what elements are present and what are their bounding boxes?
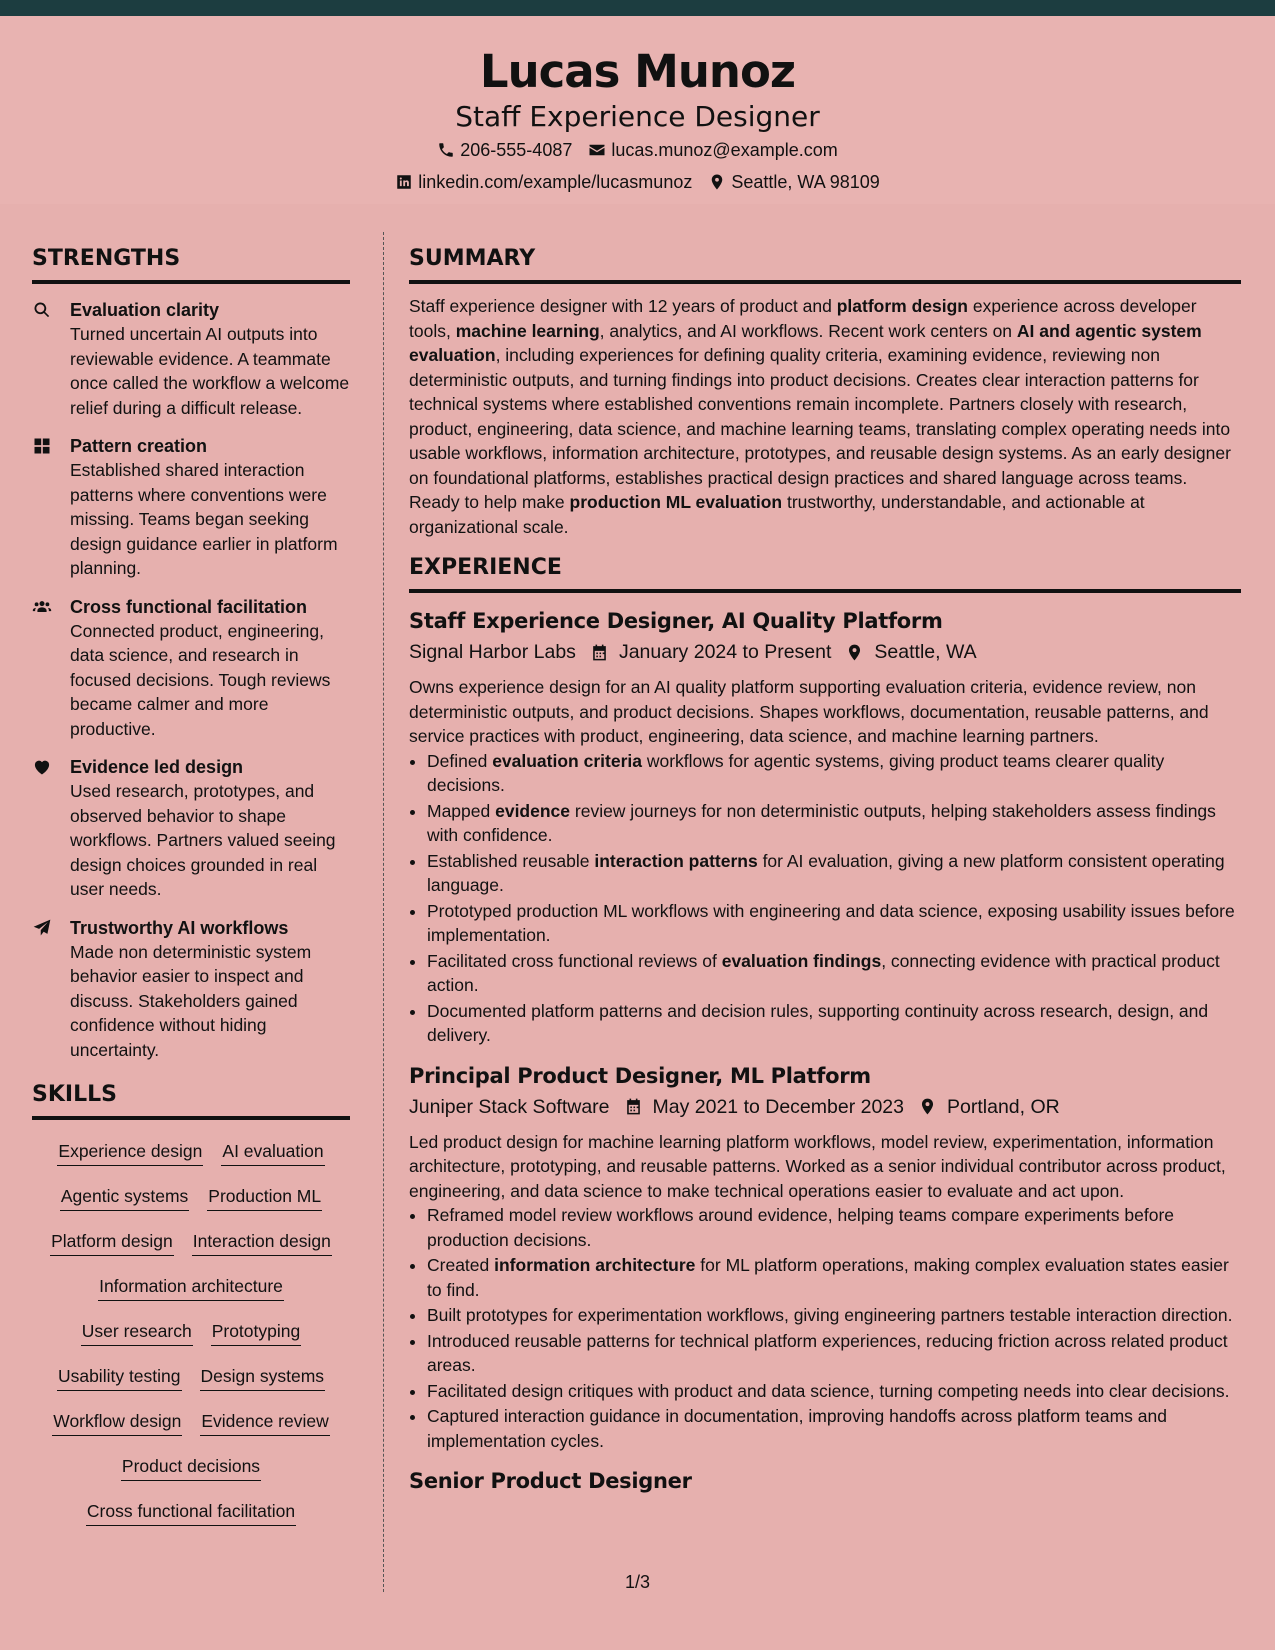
search-icon (32, 300, 52, 320)
heart-icon (32, 757, 52, 777)
strength-title: Pattern creation (70, 436, 208, 456)
text-run: Defined (427, 750, 493, 771)
strength-icon-wrap (32, 755, 70, 902)
strength-title: Evidence led design (70, 757, 244, 777)
strength-icon-wrap (32, 595, 70, 742)
strength-title: Evaluation clarity (70, 300, 220, 320)
strength-title: Cross functional facilitation (70, 596, 308, 617)
skill-row (32, 1265, 350, 1310)
bullet-item (427, 1253, 1241, 1302)
skill-tag: Production ML (207, 1184, 322, 1211)
company-name: Signal Harbor Labs (409, 641, 576, 663)
strength-description: Made non deterministic system behavior easier to inspect and discuss. Stakeholders gained confidence without hiding uncertainty. (70, 941, 312, 1060)
strength-description: Connected product, engineering, data science, and research in focused decisions. Tough reviews became calmer and more productive. (70, 620, 331, 739)
left-column (32, 244, 350, 1535)
phone-text: 206-555-4087 (460, 140, 573, 160)
strength-body (70, 298, 350, 420)
job-location: Portland, OR (947, 1095, 1060, 1118)
skill-tag: Interaction design (192, 1229, 332, 1256)
bold-phrase: machine learning (455, 320, 600, 341)
strengths-list (32, 298, 350, 1062)
text-run: Prototyped production ML workflows with engineering and data science, exposing usability issues before implementation. (427, 900, 1235, 945)
skills-list (32, 1130, 350, 1535)
strength-body (70, 755, 350, 902)
job-description: Led product design for machine learning platform workflows, model review, experimentation, information architecture, prototyping, and reusable patterns. Worked as a senior individual contributor across product, engineering, and data science to make technical operations easier to evaluate and act upon. (409, 1131, 1226, 1201)
text-run: review journeys for non deterministic outputs, helping stakeholders assess findings with confidence. (427, 800, 1216, 845)
bullet-item (427, 799, 1241, 848)
text-run: Reframed model review workflows around evidence, helping teams compare experiments before production decisions. (427, 1205, 1175, 1250)
skill-row (32, 1400, 350, 1445)
text-run: workflows for agentic systems, giving product teams clearer quality decisions. (427, 750, 1165, 795)
text-run: , analytics, and AI workflows. Recent work centers on (599, 320, 1017, 341)
bold-phrase: interaction patterns (594, 850, 758, 871)
bold-phrase: information architecture (494, 1255, 696, 1275)
bullet-item (427, 749, 1241, 798)
skill-tag: Prototyping (211, 1319, 302, 1346)
job-bullets (409, 749, 1241, 1048)
job-entry (409, 607, 1241, 1048)
strength-description: Turned uncertain AI outputs into reviewable evidence. A teammate once called the workflow a welcome relief during a difficult release. (70, 324, 350, 418)
text-run: , including experiences for defining quality criteria, examining evidence, reviewing non deterministic outputs, and turning findings into product decisions. Creates clear interaction patterns for technical systems where established conventions remain incomplete. Partners closely with research, product, engineering, data science, and machine learning teams, translating complex operating needs into usable workflows, information architecture, prototypes, and reusable design systems. As an early designer on foundational platforms, establishes practical design practices and shared language across teams. Ready to help make (409, 345, 1231, 512)
skill-tag: Workflow design (52, 1409, 182, 1436)
skill-tag: Usability testing (57, 1364, 182, 1391)
skills-heading: SKILLS (32, 1080, 350, 1120)
job-title: Principal Product Designer, ML Platform (409, 1063, 871, 1088)
column-divider (383, 232, 384, 1592)
summary-heading: SUMMARY (409, 244, 1241, 284)
text-run: Created (427, 1255, 495, 1275)
linkedin-contact[interactable] (395, 166, 692, 198)
skill-row (32, 1445, 350, 1490)
bold-phrase: evaluation criteria (492, 750, 642, 771)
users-icon (32, 597, 52, 617)
job-entry (409, 1062, 1241, 1454)
bullet-item (427, 999, 1241, 1048)
skill-tag: Information architecture (98, 1274, 284, 1301)
strength-icon-wrap (32, 434, 70, 581)
bold-phrase: production ML evaluation (569, 492, 783, 512)
text-run: Staff experience designer with 12 years of product and (409, 296, 837, 316)
text-run: Captured interaction guidance in documentation, improving handoffs across platform teams and implementation cycles. (427, 1406, 1167, 1451)
job-title: Senior Product Designer (409, 1469, 692, 1493)
phone-contact[interactable] (437, 134, 572, 166)
strength-description: Used research, prototypes, and observed behavior to shape workflows. Partners valued seeing design choices grounded in real user needs. (70, 781, 336, 899)
map-pin-icon (708, 173, 726, 191)
linkedin-text: linkedin.com/example/lucasmunoz (418, 172, 693, 192)
text-run: Established reusable (427, 850, 595, 871)
strength-body (70, 595, 350, 742)
bullet-item (427, 899, 1241, 948)
job-title: Staff Experience Designer, AI Quality Platform (409, 609, 943, 633)
strength-body (70, 916, 350, 1063)
email-text: lucas.munoz@example.com (611, 140, 838, 160)
job-description: Owns experience design for an AI quality platform supporting evaluation criteria, evidence review, non deterministic outputs, and product decisions. Shapes workflows, documentation, reusable patterns, and service practices with product, engineering, data science, and machine learning partners. (409, 677, 1209, 746)
job-meta (409, 637, 1241, 667)
text-run: for ML platform operations, making complex evaluation states easier to find. (427, 1255, 1229, 1300)
skill-tag: Cross functional facilitation (86, 1499, 296, 1526)
strength-description: Established shared interaction patterns where conventions were missing. Teams began seeking design guidance earlier in platform planning. (70, 460, 338, 578)
strength-item (32, 916, 350, 1063)
skill-tag: Platform design (50, 1229, 174, 1256)
bullet-item (427, 1203, 1241, 1252)
skill-row (32, 1130, 350, 1175)
bullet-item (427, 1404, 1241, 1453)
bullet-item (427, 1329, 1241, 1378)
job-meta (409, 1092, 1241, 1122)
location-contact (708, 166, 879, 198)
contact-row-1 (0, 134, 1275, 166)
bullet-item (427, 1379, 1241, 1404)
paper-plane-icon (32, 918, 52, 938)
summary-text (409, 294, 1241, 539)
strength-item (32, 298, 350, 420)
page-number: 1/3 (624, 1572, 651, 1592)
text-run: Introduced reusable patterns for technical platform experiences, reducing friction across related product areas. (427, 1330, 1228, 1375)
skill-tag: Product decisions (121, 1454, 261, 1481)
text-run: experience across developer tools, (409, 296, 1197, 341)
skill-row (32, 1355, 350, 1400)
right-column (409, 244, 1241, 1495)
bold-phrase: evaluation findings (721, 950, 882, 971)
map-pin-icon (918, 1097, 937, 1116)
skill-tag: Experience design (57, 1139, 203, 1166)
text-run: for AI evaluation, giving a new platform consistent operating language. (427, 850, 1225, 895)
calendar-icon (624, 1097, 643, 1116)
skill-row (32, 1310, 350, 1355)
job-dates: January 2024 to Present (618, 641, 832, 663)
text-run: Mapped (427, 800, 496, 821)
strength-item (32, 595, 350, 742)
skill-tag: Agentic systems (60, 1184, 189, 1211)
text-run: Facilitated cross functional reviews of (427, 950, 722, 971)
bold-phrase: platform design (836, 296, 968, 316)
top-accent-bar (0, 0, 1275, 16)
strength-icon-wrap (32, 298, 70, 420)
grid-icon (32, 436, 52, 456)
bold-phrase: AI and agentic system evaluation (409, 320, 1202, 365)
location-text: Seattle, WA 98109 (731, 172, 880, 192)
text-run: , connecting evidence with practical product action. (427, 950, 1220, 995)
candidate-title: Staff Experience Designer (455, 100, 820, 133)
strength-body (70, 434, 350, 581)
job-bullets (409, 1203, 1241, 1453)
text-run: Documented platform patterns and decision rules, supporting continuity across research, design, and delivery. (427, 1000, 1209, 1045)
skill-tag: Evidence review (200, 1409, 329, 1436)
bullet-item (427, 949, 1241, 998)
strength-icon-wrap (32, 916, 70, 1063)
bullet-item (427, 849, 1241, 898)
email-contact[interactable] (588, 134, 837, 166)
job-entry (409, 1467, 1241, 1495)
text-run: trustworthy, understandable, and actionable at organizational scale. (409, 492, 1145, 537)
skill-tag: AI evaluation (221, 1139, 324, 1166)
strength-title: Trustworthy AI workflows (70, 917, 289, 938)
map-pin-icon (845, 643, 864, 662)
strengths-heading: STRENGTHS (32, 244, 350, 284)
skill-tag: User research (81, 1319, 193, 1346)
skill-row (32, 1490, 350, 1535)
bold-phrase: evidence (495, 800, 571, 821)
linkedin-icon (395, 173, 413, 191)
text-run: Facilitated design critiques with product and data science, turning competing needs into clear decisions. (427, 1380, 1230, 1401)
envelope-icon (588, 141, 606, 159)
contact-row-2 (0, 166, 1275, 198)
candidate-name: Lucas Munoz (479, 45, 796, 98)
strength-item (32, 755, 350, 902)
job-location: Seattle, WA (874, 641, 977, 663)
experience-list (409, 607, 1241, 1495)
experience-heading: EXPERIENCE (409, 553, 1241, 593)
company-name: Juniper Stack Software (409, 1095, 610, 1118)
skill-row (32, 1220, 350, 1265)
strength-item (32, 434, 350, 581)
phone-icon (437, 141, 455, 159)
resume-header (0, 16, 1275, 204)
skill-tag: Design systems (200, 1364, 326, 1391)
job-dates: May 2021 to December 2023 (652, 1095, 904, 1118)
calendar-icon (590, 643, 609, 662)
skill-row (32, 1175, 350, 1220)
bullet-item (427, 1303, 1241, 1328)
text-run: Built prototypes for experimentation workflows, giving engineering partners testable interaction direction. (427, 1305, 1233, 1325)
